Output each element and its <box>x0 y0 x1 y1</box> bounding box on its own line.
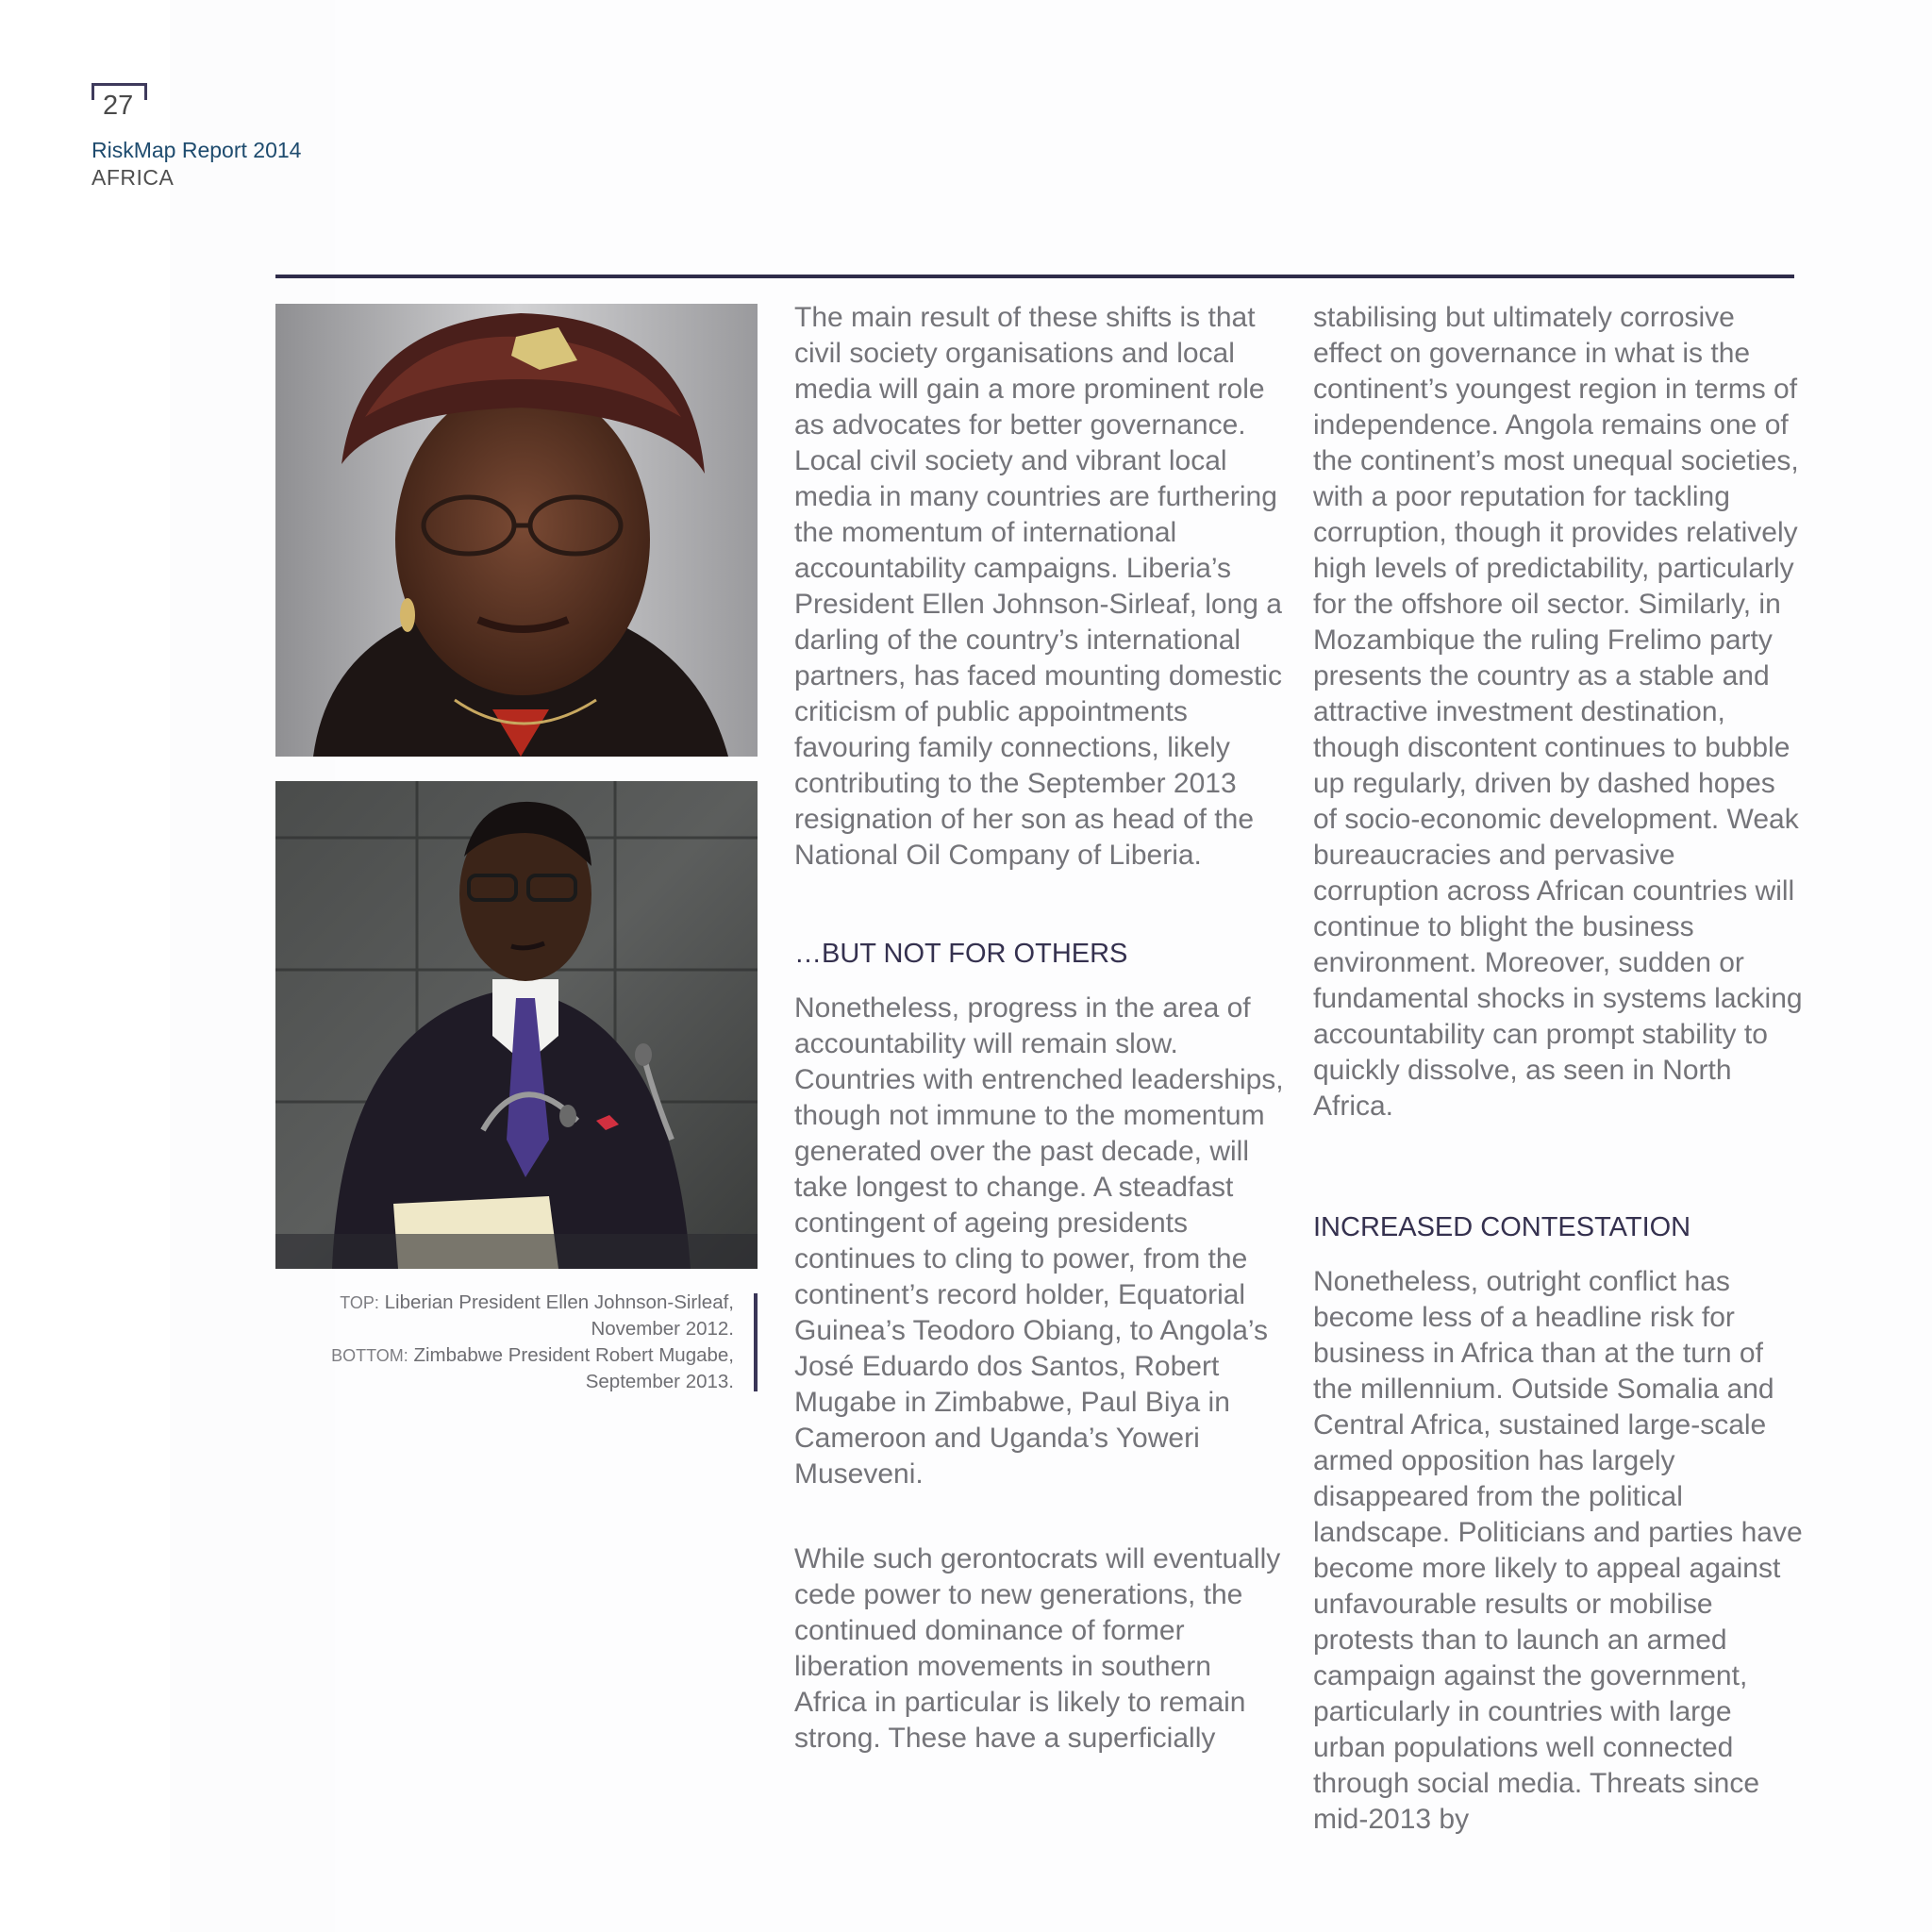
text-column-2 <box>1313 300 1804 1838</box>
caption-bottom-text: Zimbabwe President Robert Mugabe, September 2013. <box>413 1344 734 1392</box>
caption-top <box>275 1290 734 1342</box>
column1-paragraph-2: Nonetheless, progress in the area of accountability will remain slow. Countries with entrenched leaderships, though not immune to the momentum generated over the past decade, will take longest to change. A steadfast contingent of ageing presidents continues to cling to power, from the continent’s record holder, Equatorial Guinea’s Teodoro Obiang, to Angola’s José Eduardo dos Santos, Robert Mugabe in Zimbabwe, Paul Biya in Cameroon and Uganda’s Yoweri Museveni. <box>794 992 1284 1490</box>
caption-bottom-label: BOTTOM: <box>331 1346 408 1365</box>
report-title: RiskMap Report 2014 <box>92 138 302 162</box>
caption-top-text: Liberian President Ellen Johnson-Sirleaf, November 2012. <box>384 1291 734 1340</box>
photo-caption <box>275 1290 734 1395</box>
caption-accent-bar <box>754 1293 758 1391</box>
column2-paragraph-2: Nonetheless, outright conflict has become less of a headline risk for business in Africa than at the turn of the millennium. Outside Somalia and Central Africa, sustained large-scale armed opposition has largely disappeared from the political landscape. Politicians and parties have become more likely to appeal against unfavourable results or mobilise protests than to launch an armed campaign against the government, particularly in countries with large urban populations well connected through social media. Threats since mid-2013 by <box>1313 1266 1803 1835</box>
corner-bracket-right <box>144 83 147 100</box>
column1-paragraph-3: While such gerontocrats will eventually cede power to new generations, the continued dominance of former liberation movements in southern Africa in particular is likely to remain strong. These have a superficially <box>794 1543 1281 1754</box>
page-number: 27 <box>103 91 134 121</box>
section-heading-but-not-for-others: …BUT NOT FOR OTHERS <box>794 939 1128 969</box>
section-heading-increased-contestation: INCREASED CONTESTATION <box>1313 1212 1691 1242</box>
corner-bracket-left <box>92 83 94 100</box>
photo-ellen-johnson-sirleaf <box>275 304 758 757</box>
section-label: AFRICA <box>92 165 175 190</box>
caption-bottom <box>275 1342 734 1395</box>
top-divider <box>275 275 1794 278</box>
page-number-block <box>92 83 148 121</box>
column2-paragraph-1: stabilising but ultimately corrosive effect on governance in what is the continent’s youngest region in terms of independence. Angola remains one of the continent’s most unequal societies, with a poor reputation for tackling corruption, though it provides relatively high levels of predictability, particularly for the offshore oil sector. Similarly, in Mozambique the ruling Frelimo party presents the country as a stable and attractive investment destination, though discontent continues to bubble up regularly, driven by dashed hopes of socio-economic development. Weak bureaucracies and pervasive corruption across African countries will continue to blight the business environment. Moreover, sudden or fundamental shocks in systems lacking accountability can prompt stability to quickly dissolve, as seen in North Africa. <box>1313 302 1803 1122</box>
photo-robert-mugabe <box>275 781 758 1269</box>
caption-top-label: TOP: <box>340 1293 379 1312</box>
column1-paragraph-1: The main result of these shifts is that civil society organisations and local media will gain a more prominent role as advocates for better governance. Local civil society and vibrant local media in many countries are furthering the momentum of international accountability campaigns. Liberia’s President Ellen Johnson-Sirleaf, long a darling of the country’s international partners, has faced mounting domestic criticism of public appointments favouring family connections, likely contributing to the September 2013 resignation of her son as head of the National Oil Company of Liberia. <box>794 302 1282 871</box>
corner-bracket <box>92 83 147 86</box>
text-column-1 <box>794 300 1285 1757</box>
